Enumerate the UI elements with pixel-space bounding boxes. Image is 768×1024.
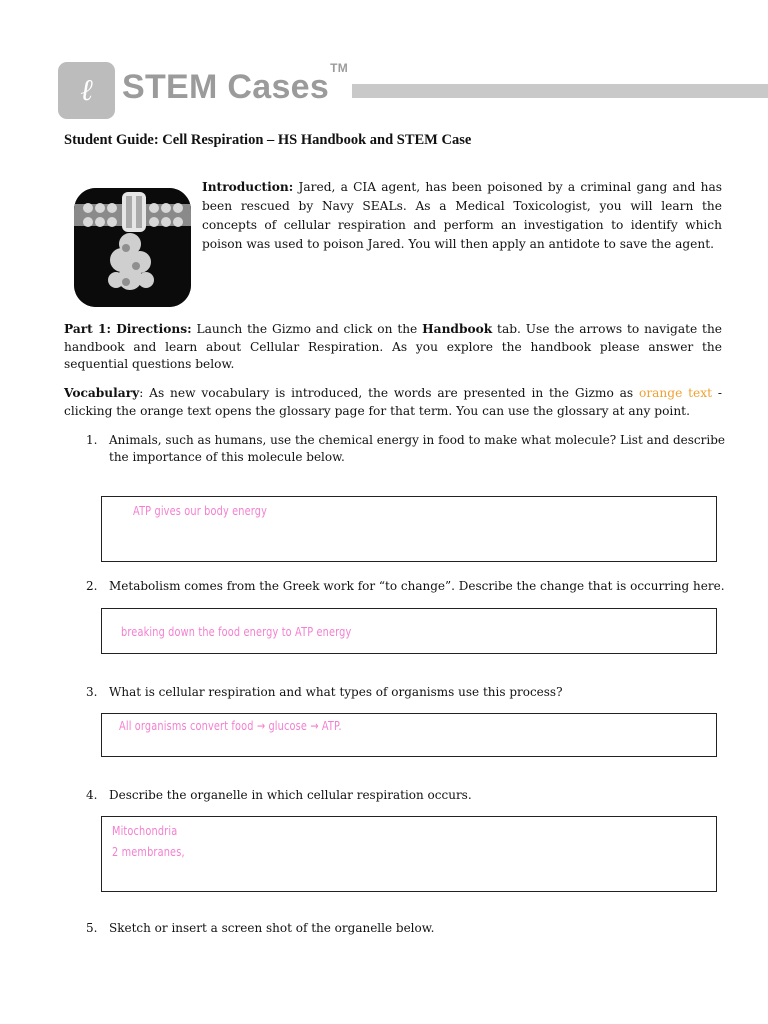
logo-glyph: ℓ xyxy=(80,72,93,108)
part1-directions: Part 1: Directions: Launch the Gizmo and click on the Handbook tab. Use the arrows to navigate the handbook and learn about Cellular Respiration. As you explore the handbook please answer the sequential questions below. xyxy=(64,322,723,371)
answer-box-1[interactable] xyxy=(101,496,717,562)
handwritten-answer-1: ATP gives our body energy xyxy=(133,503,268,518)
cell-membrane-image xyxy=(74,188,191,307)
handwritten-answer-4-line-1: Mitochondria xyxy=(112,823,178,838)
orange-text-sample: orange text xyxy=(639,386,713,400)
handwritten-answer-2: breaking down the food energy to ATP energy xyxy=(121,624,352,639)
handwritten-answer-4-line-2: 2 membranes, xyxy=(112,844,185,859)
introduction-paragraph: Introduction: Jared, a CIA agent, has been poisoned by a criminal gang and has been rescued by Navy SEALs. As a Medical Toxicologist, you will learn the concepts of cellular respiration and perform an investigation to identify which poison was used to poison Jared. You will then apply an antidote to save the agent. xyxy=(202,180,722,251)
handwritten-answer-3: All organisms convert food → glucose → ATP. xyxy=(119,718,342,733)
trademark: TM xyxy=(330,60,349,75)
header-bar xyxy=(352,84,768,98)
answer-box-4[interactable] xyxy=(101,816,717,892)
vocabulary-note: Vocabulary: As new vocabulary is introduced, the words are presented in the Gizmo as orange text - clicking the orange text opens the glossary page for that term. You can use the glossary at any point. xyxy=(64,386,722,418)
document-title: Student Guide: Cell Respiration – HS Handbook and STEM Case xyxy=(64,132,472,148)
answer-box-3[interactable] xyxy=(101,713,717,757)
answer-box-2[interactable] xyxy=(101,608,717,654)
brand-logo xyxy=(58,62,115,119)
brand-name: STEM Cases™ xyxy=(122,60,349,106)
